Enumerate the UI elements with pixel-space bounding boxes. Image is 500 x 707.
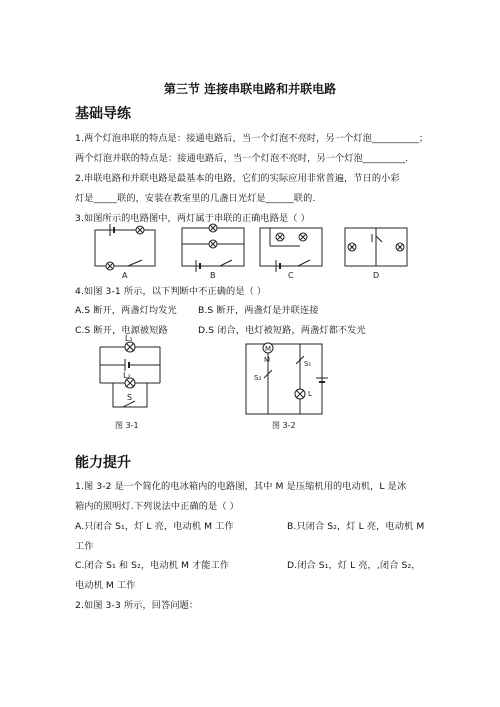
question-3-stem: 3.如图所示的电路图中，两灯属于串联的正确电路是（ ） xyxy=(75,213,310,224)
question-4-option-a: A.S 断开，两盏灯均发光 xyxy=(75,305,177,316)
circuit-a xyxy=(95,224,155,270)
question-4-option-d: D.S 闭合，电灯被短路，两盏灯都不发光 xyxy=(198,325,366,336)
figure-3-1-circuit xyxy=(95,335,205,435)
section-advanced-heading: 能力提升 xyxy=(75,455,131,471)
label-s: S xyxy=(127,393,133,402)
question-1-line-1: 1.两个灯泡串联的特点是：接通电路后，当一个灯泡不亮时，另一个灯泡__________； xyxy=(75,133,429,144)
advanced-question-1-option-b: B.只闭合 S₂，灯 L 亮，电动机 M xyxy=(287,521,425,532)
question-4-stem: 4.如图 3-1 所示，以下判断中不正确的是（ ） xyxy=(75,286,267,297)
label-m-inside: M xyxy=(265,345,272,353)
advanced-question-1-option-b-cont: 工作 xyxy=(75,541,94,552)
label-l1: L₁ xyxy=(125,335,133,343)
advanced-question-1-option-a: A.只闭合 S₁，灯 L 亮，电动机 M 工作 xyxy=(75,521,234,532)
question-1-line-2: 两个灯泡并联的特点是：接通电路后，当一个灯泡不亮时，另一个灯泡_________. xyxy=(75,153,409,164)
figure-label-b: B xyxy=(210,271,216,280)
advanced-question-1-line-2: 箱内的照明灯.下列说法中正确的是（ ） xyxy=(75,501,239,512)
circuit-c xyxy=(260,228,322,272)
advanced-question-1-option-d: D.闭合 S₁，灯 L 亮，,闭合 S₂， xyxy=(287,560,421,571)
advanced-question-1-option-c: C.闭合 S₁ 和 S₂，电动机 M 才能工作 xyxy=(75,560,230,571)
circuit-d xyxy=(345,228,407,266)
advanced-question-1-option-d-cont: 电动机 M 工作 xyxy=(75,580,136,591)
figure-3-2-caption: 图 3-2 xyxy=(272,421,296,430)
figure-label-d: D xyxy=(373,271,380,280)
label-l: L xyxy=(308,390,312,398)
question-4-option-c: C.S 断开，电源被短路 xyxy=(75,325,168,336)
circuit-b xyxy=(182,224,244,272)
question-3-circuit-figures xyxy=(90,222,420,280)
page-title: 第三节 连接串联电路和并联电路 xyxy=(163,82,337,96)
advanced-question-2-stem: 2.如图 3-3 所示，回答问题： xyxy=(75,600,199,611)
label-s2: S₂ xyxy=(254,374,262,382)
label-l2: L₂ xyxy=(123,371,131,380)
label-m: M xyxy=(264,356,271,364)
question-2-line-2: 灯是_____联的，安装在教室里的几盏日光灯是______联的. xyxy=(75,193,316,204)
figure-label-a: A xyxy=(122,271,128,280)
advanced-question-1-line-1: 1.图 3-2 是一个简化的电冰箱内的电路图，其中 M 是压缩机用的电动机，L 是冰 xyxy=(75,481,407,492)
figure-3-1-caption: 图 3-1 xyxy=(115,421,139,430)
question-4-option-b: B.S 断开，两盏灯是并联连接 xyxy=(198,305,319,316)
label-s1: S₁ xyxy=(304,360,312,368)
section-basic-heading: 基础导练 xyxy=(75,106,131,122)
question-2-line-1: 2.串联电路和并联电路是最基本的电路，它们的实际应用非常普遍，节日的小彩 xyxy=(75,173,400,184)
figure-label-c: C xyxy=(288,271,294,280)
figure-3-2-circuit xyxy=(238,338,358,438)
